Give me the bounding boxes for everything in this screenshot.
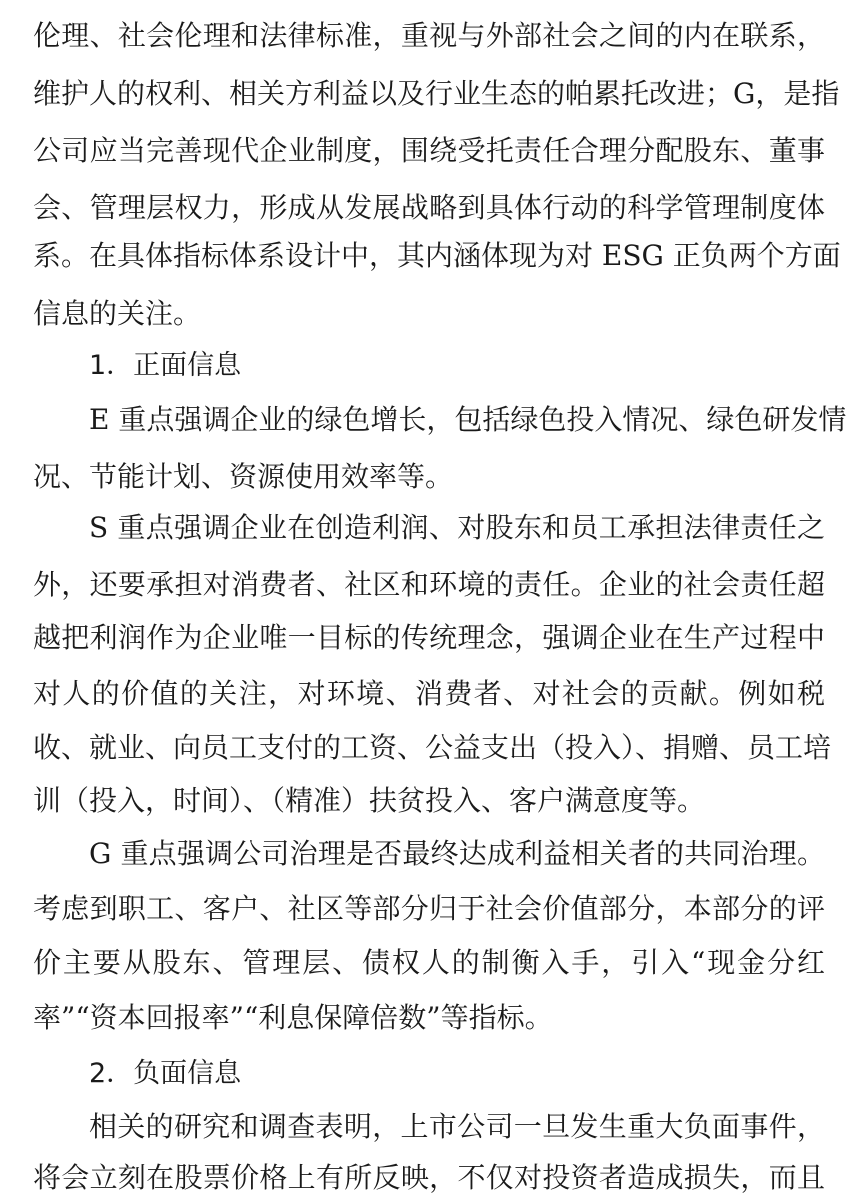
text-line: 外，还要承担对消费者、社区和环境的责任。企业的社会责任超 [33,568,825,601]
text-line: 价主要从股东、管理层、债权人的制衡入手，引入“现金分红 [33,946,825,979]
text-line: 训（投入，时间）、（精准）扶贫投入、客户满意度等。 [33,784,706,817]
section-heading-positive: 1．正面信息 [89,350,242,381]
text-line: S 重点强调企业在创造利润、对股东和员工承担法律责任之 [89,511,825,544]
text-line: 会、管理层权力，形成从发展战略到具体行动的科学管理制度体 [33,191,825,224]
text-line: 公司应当完善现代企业制度，围绕受托责任合理分配股东、董事 [33,134,825,167]
text-line: 况、节能计划、资源使用效率等。 [33,460,454,493]
text-line: E 重点强调企业的绿色增长，包括绿色投入情况、绿色研发情 [89,403,847,436]
text-line: 收、就业、向员工支付的工资、公益支出（投入）、捐赠、员工培 [33,731,832,764]
text-line: 相关的研究和调查表明，上市公司一旦发生重大负面事件， [89,1110,825,1143]
text-line: 对人的价值的关注，对环境、消费者、对社会的贡献。例如税 [33,677,825,710]
text-line: G 重点强调公司治理是否最终达成利益相关者的共同治理。 [89,837,825,870]
text-line: 将会立刻在股票价格上有所反映，不仅对投资者造成损失，而且 [33,1161,825,1194]
text-line: 信息的关注。 [33,297,202,330]
text-line: 越把利润作为企业唯一目标的传统理念，强调企业在生产过程中 [33,621,825,654]
text-line: 系。在具体指标体系设计中，其内涵体现为对 ESG 正负两个方面 [33,239,841,272]
section-heading-negative: 2．负面信息 [89,1058,242,1089]
text-line: 伦理、社会伦理和法律标准，重视与外部社会之间的内在联系， [33,19,825,52]
text-line: 维护人的权利、相关方利益以及行业生态的帕累托改进；G，是指 [33,77,840,110]
text-line: 考虑到职工、客户、社区等部分归于社会价值部分，本部分的评 [33,892,825,925]
text-line: 率”“资本回报率”“利息保障倍数”等指标。 [33,1001,553,1034]
